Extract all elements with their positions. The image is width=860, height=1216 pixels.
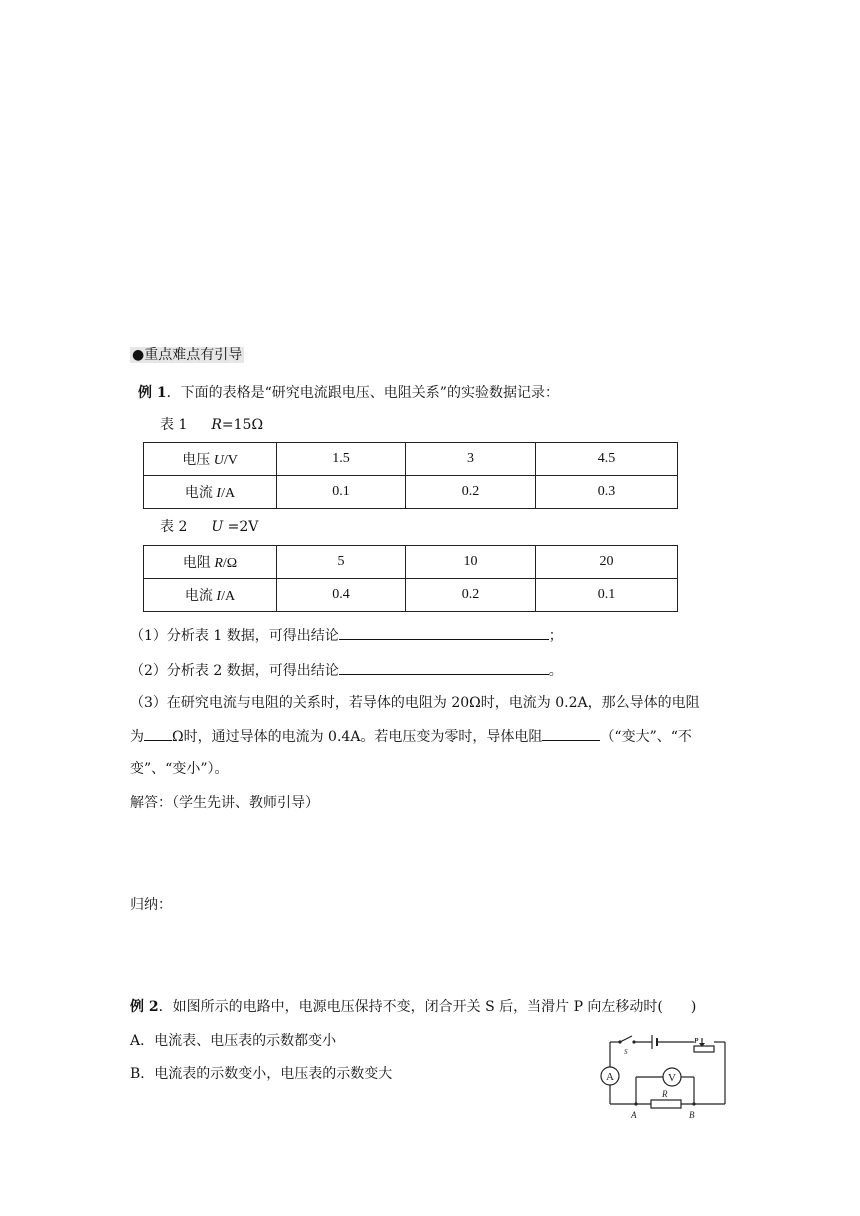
answer-blank[interactable] [339, 659, 549, 675]
table-row-header: 电压 U/V [144, 443, 277, 476]
table-cell: 5 [277, 546, 406, 579]
table-cell: 20 [536, 546, 678, 579]
table1-caption: 表 1 R=15Ω [160, 417, 264, 433]
table-row [144, 579, 678, 612]
example2-intro-text: ．如图所示的电路中，电源电压保持不变，闭合开关 S 后，当滑片 P 向左移动时( ) [158, 999, 697, 1015]
ammeter-label: A [606, 1071, 614, 1083]
table-row-header: 电阻 R/Ω [144, 546, 277, 579]
option-b: B．电流表的示数变小，电压表的示数变大 [130, 1066, 393, 1082]
question-2: （2）分析表 2 数据，可得出结论 。 [130, 659, 563, 681]
table-cell: 0.3 [536, 476, 678, 509]
rheostat [694, 1046, 714, 1052]
table-cell: 0.2 [406, 476, 536, 509]
summary-label: 归纳： [130, 897, 172, 913]
resistor [651, 1100, 681, 1108]
table-cell: 0.2 [406, 579, 536, 612]
example1-intro [138, 383, 559, 403]
answer-blank[interactable] [339, 624, 549, 640]
question-3-line2: 为 Ω时，通过导体的电流为 0.4A。若电压变为零时，导体电阻 （“变大”、“不 [130, 725, 692, 747]
table-cell: 0.4 [277, 579, 406, 612]
slider-label: P [694, 1037, 699, 1045]
option-a: A．电流表、电压表的示数都变小 [130, 1033, 337, 1049]
resistor-label: R [662, 1089, 668, 1099]
voltmeter-label: V [668, 1072, 676, 1084]
table2 [143, 545, 678, 612]
table-row [144, 476, 678, 509]
question-3-line1: （3）在研究电流与电阻的关系时，若导体的电阻为 20Ω时，电流为 0.2A，那么导体的电阻 [130, 695, 700, 711]
example1-intro-text: ．下面的表格是“研究电流跟电压、电阻关系”的实验数据记录： [166, 385, 559, 401]
table1 [143, 442, 678, 509]
table-row-header: 电流 I/A [144, 476, 277, 509]
table2-caption: 表 2 U =2V [160, 519, 259, 535]
table-row [144, 546, 678, 579]
table-cell: 3 [406, 443, 536, 476]
table-cell: 4.5 [536, 443, 678, 476]
table-cell: 1.5 [277, 443, 406, 476]
section-heading: ●重点难点有引导 [132, 347, 243, 363]
switch-lever [620, 1036, 632, 1042]
question-3-line3: 变”、“变小”）。 [130, 761, 229, 777]
circuit-diagram [598, 1034, 732, 1122]
table-cell: 10 [406, 546, 536, 579]
node-a-label: A [631, 1110, 637, 1120]
switch-label: S [624, 1048, 628, 1056]
example2-label: 例 2 [130, 999, 159, 1015]
table-row-header: 电流 I/A [144, 579, 277, 612]
question-1: （1）分析表 1 数据，可得出结论 ； [130, 624, 563, 646]
example2-intro [130, 997, 696, 1017]
answer-label: 解答：（学生先讲、教师引导） [130, 795, 319, 811]
table-row [144, 443, 678, 476]
answer-blank[interactable] [542, 725, 600, 741]
table-cell: 0.1 [277, 476, 406, 509]
node-b-label: B [689, 1110, 695, 1120]
example1-label: 例 1 [138, 385, 167, 401]
answer-blank[interactable] [144, 725, 172, 741]
table-cell: 0.1 [536, 579, 678, 612]
